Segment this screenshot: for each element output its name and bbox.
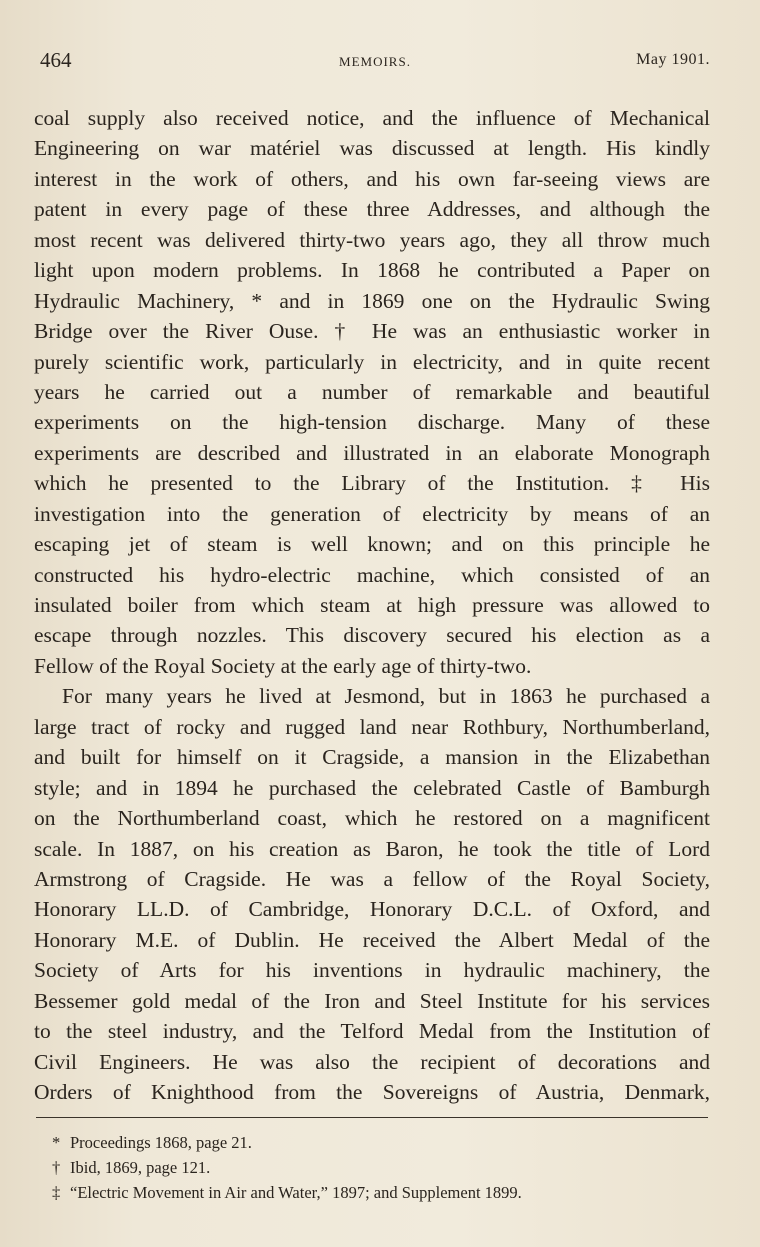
text-line: style; and in 1894 he purchased the celebrated Castle of Bamburgh: [34, 775, 710, 800]
text-line: escaping jet of steam is well known; and on this principle he: [34, 532, 710, 557]
footnote-text: Ibid, 1869, page 121.: [70, 1158, 211, 1177]
text-line: patent in every page of these three Addresses, and although the: [34, 197, 710, 222]
issue-date: May 1901.: [636, 51, 710, 68]
footnote: [52, 1130, 692, 1155]
paragraph-2: [34, 681, 710, 1107]
text-line: on the Northumberland coast, which he restored on a magnificent: [34, 806, 710, 831]
text-line: experiments on the high-tension discharge. Many of these: [34, 410, 710, 435]
text-line: For many years he lived at Jesmond, but in 1863 he purchased a: [62, 684, 710, 709]
text-line: Honorary LL.D. of Cambridge, Honorary D.C.L. of Oxford, and: [34, 897, 710, 922]
footnote-mark: †: [52, 1158, 61, 1177]
text-line: scale. In 1887, on his creation as Baron, he took the title of Lord: [34, 836, 710, 861]
text-line: Hydraulic Machinery, * and in 1869 one on the Hydraulic Swing: [34, 288, 710, 313]
footnote-divider: [36, 1117, 708, 1118]
footnote-text: “Electric Movement in Air and Water,” 1897; and Supplement 1899.: [70, 1183, 522, 1202]
text-line: investigation into the generation of electricity by means of an: [34, 501, 710, 526]
text-line: Bridge over the River Ouse. † He was an enthusiastic worker in: [34, 319, 710, 344]
footnote: [52, 1155, 692, 1180]
text-line: Bessemer gold medal of the Iron and Steel Institute for his services: [34, 988, 710, 1013]
text-line: Civil Engineers. He was also the recipient of decorations and: [34, 1049, 710, 1074]
text-line: Orders of Knighthood from the Sovereigns of Austria, Denmark,: [34, 1080, 710, 1104]
page-number: 464: [40, 48, 72, 72]
text-line: large tract of rocky and rugged land near Rothbury, Northumberland,: [34, 714, 710, 739]
text-line: purely scientific work, particularly in electricity, and in quite recent: [34, 349, 710, 374]
text-line: escape through nozzles. This discovery secured his election as a: [34, 623, 710, 648]
footnote-text: Proceedings 1868, page 21.: [70, 1133, 252, 1152]
page-header: [40, 48, 710, 78]
text-line: Fellow of the Royal Society at the early age of thirty-two.: [34, 653, 532, 678]
text-line: interest in the work of others, and his own far-seeing views are: [34, 166, 710, 191]
text-line: Honorary M.E. of Dublin. He received the Albert Medal of the: [34, 927, 710, 952]
footnote-mark: *: [52, 1133, 61, 1152]
text-line: most recent was delivered thirty-two years ago, they all throw much: [34, 227, 710, 252]
text-line: and built for himself on it Cragside, a mansion in the Elizabethan: [34, 745, 710, 770]
footnotes: [52, 1130, 692, 1205]
text-line: Engineering on war matériel was discussed at length. His kindly: [34, 136, 710, 161]
footnote-mark: ‡: [52, 1183, 61, 1202]
text-line: insulated boiler from which steam at high pressure was allowed to: [34, 593, 710, 617]
text-line: light upon modern problems. In 1868 he contributed a Paper on: [34, 258, 710, 283]
text-line: which he presented to the Library of the Institution. ‡ His: [34, 471, 710, 496]
running-head: MEMOIRS.: [339, 54, 411, 69]
body-text: [34, 103, 710, 1107]
text-line: coal supply also received notice, and the influence of Mechanical: [34, 106, 710, 130]
footnote: [52, 1180, 692, 1205]
text-line: experiments are described and illustrated in an elaborate Monograph: [34, 440, 710, 465]
text-line: constructed his hydro-electric machine, which consisted of an: [34, 562, 710, 587]
text-line: Society of Arts for his inventions in hydraulic machinery, the: [34, 958, 710, 983]
paragraph-1: [34, 103, 710, 681]
text-line: years he carried out a number of remarkable and beautiful: [34, 379, 710, 404]
text-line: Armstrong of Cragside. He was a fellow of the Royal Society,: [34, 866, 710, 891]
text-line: to the steel industry, and the Telford Medal from the Institution of: [34, 1019, 710, 1044]
